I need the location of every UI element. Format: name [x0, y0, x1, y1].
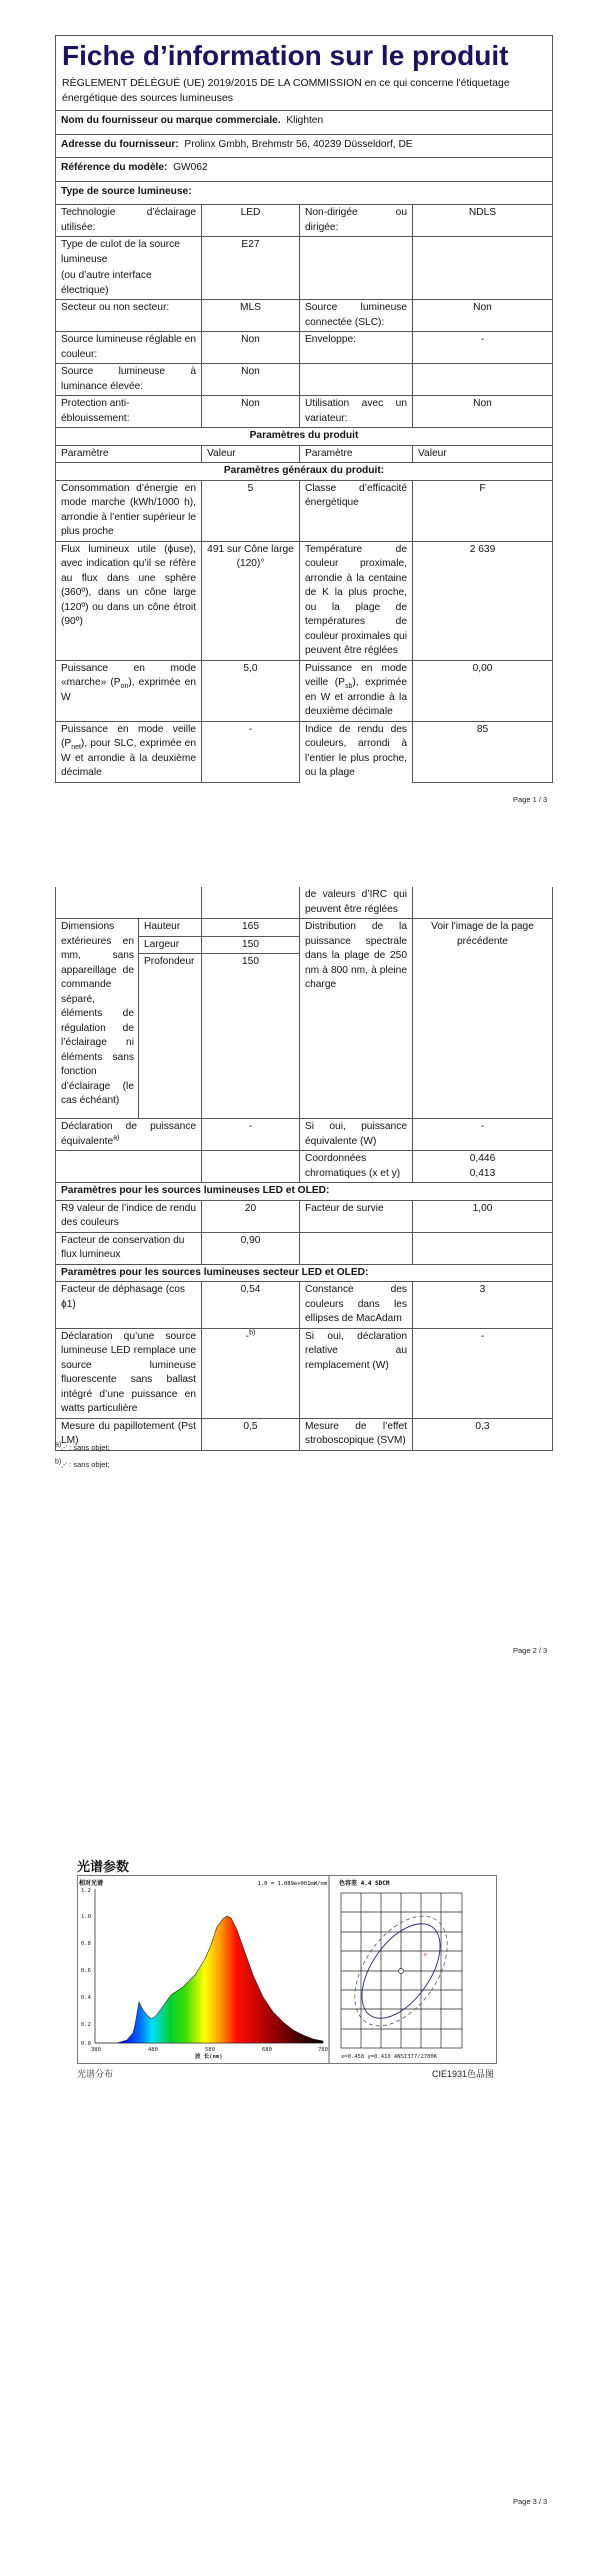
- svg-text:0.8: 0.8: [81, 1941, 91, 1947]
- param-label: Indice de rendu des couleurs, arrondi à l’entier le plus proche, ou la plage: [300, 721, 413, 782]
- svg-text:0.4: 0.4: [81, 1995, 91, 2001]
- param-value: 5,0: [202, 660, 300, 721]
- source-type-header: Type de source lumineuse:: [56, 181, 553, 205]
- param-value: 1,00: [413, 1200, 553, 1232]
- model-label: Référence du modèle:: [61, 162, 168, 173]
- param-value: E27: [202, 237, 300, 300]
- param-value: Non: [202, 332, 300, 364]
- param-label: Coordonnées chromatiques (x et y): [300, 1151, 413, 1183]
- param-label: Mesure du papillotement (Pst LM): [56, 1418, 202, 1450]
- param-value: MLS: [202, 300, 300, 332]
- param-label: Puissance en mode veille $(P_{sb})$, exprimée en W et arrondie à la deuxième décimale: [300, 660, 413, 721]
- svg-text:色容差 4.4 SDCM: 色容差 4.4 SDCM: [339, 1880, 390, 1887]
- param-label: Secteur ou non secteur:: [56, 300, 202, 332]
- svg-text:580: 580: [205, 2047, 215, 2053]
- param-value: -: [202, 721, 300, 782]
- column-header: Paramètre: [56, 445, 202, 463]
- param-label: Source lumineuse réglable en couleur:: [56, 332, 202, 364]
- param-label: Non-dirigée ou dirigée:: [300, 205, 413, 237]
- svg-text:480: 480: [148, 2047, 158, 2053]
- param-value: -: [413, 1328, 553, 1418]
- chroma-y: 0,413: [469, 1167, 496, 1179]
- address-label: Adresse du fournisseur:: [61, 138, 179, 150]
- param-value: -: [413, 1119, 553, 1151]
- param-label: Protection anti-éblouissement:: [56, 396, 202, 428]
- param-label: Classe d’efficacité énergétique: [300, 480, 413, 541]
- param-value: 5: [202, 480, 300, 541]
- param-label: Mesure de l’effet stroboscopique (SVM): [300, 1418, 413, 1450]
- param-label: de valeurs d’IRC qui peuvent être réglées: [300, 887, 413, 919]
- param-label: Déclaration qu’une source lumineuse LED remplace une source lumineuse fluorescente sans ballast intégré d’une puissance en watts particulière: [56, 1328, 202, 1418]
- param-value: NDLS: [413, 205, 553, 237]
- svg-text:0.6: 0.6: [81, 1968, 91, 1974]
- param-value: -: [202, 1119, 300, 1151]
- param-value: 0,54: [202, 1282, 300, 1329]
- dimensions-label: Dimensions extérieures en mm, sans appareillage de commande séparé, éléments de régulation de l’éclairage ni éléments sans fonction d’éclairage (le cas échéant): [56, 919, 139, 1119]
- spectrum-section-title: 光谱参数: [77, 1859, 130, 1874]
- svg-text:波 长(nm): 波 长(nm): [195, 2054, 223, 2060]
- model-value: GW062: [173, 162, 208, 173]
- param-value: 491 sur Cône large (120)°: [202, 541, 300, 660]
- svg-text:780: 780: [318, 2047, 328, 2053]
- param-value: Non: [413, 396, 553, 428]
- param-label: Facteur de survie: [300, 1200, 413, 1232]
- page-title: Fiche d’information sur le produit: [62, 40, 509, 71]
- mains-params-header: Paramètres pour les sources lumineuses secteur LED et OLED:: [56, 1264, 553, 1282]
- footnote-b: $^{b)}$‚-‘ : sans objet;: [55, 1458, 110, 1469]
- param-label: Flux lumineux utile (ϕuse), avec indication qu’il se réfère au flux dans une sphère (360º), dans un cône large (120º) ou dans un cône étroit (90º): [56, 541, 202, 660]
- param-label: R9 valeur de l’indice de rendu des couleurs: [56, 1200, 202, 1232]
- param-label: Utilisation avec un variateur:: [300, 396, 413, 428]
- product-params-header: Paramètres du produit: [56, 428, 553, 446]
- regulation-subtitle: RÈGLEMENT DÉLÉGUÉ (UE) 2019/2015 DE LA COMMISSION en ce qui concerne l'étiquetage énergétique des sources lumineuses: [62, 77, 510, 104]
- svg-text:380: 380: [91, 2047, 101, 2053]
- param-label: Puissance en mode veille $(P_{net})$, pour SLC, exprimée en W et arrondie à la deuxième décimale: [56, 721, 202, 782]
- param-value: 0,90: [202, 1232, 300, 1264]
- column-header: Valeur: [202, 445, 300, 463]
- dimension-value: 165: [202, 919, 300, 937]
- page-number: Page 3 / 3: [513, 2497, 548, 2506]
- param-value: 0,00: [413, 660, 553, 721]
- svg-text:0.0: 0.0: [81, 2041, 91, 2047]
- param-label: Puissance en mode «marche» $(P_{on})$, exprimée en W: [56, 660, 202, 721]
- dimension-name: Hauteur: [139, 919, 202, 937]
- param-label: Si oui, déclaration relative au remplacement (W): [300, 1328, 413, 1418]
- column-header: Paramètre: [300, 445, 413, 463]
- param-label: Source lumineuse à luminance élevée:: [56, 364, 202, 396]
- param-value: F: [413, 480, 553, 541]
- general-params-header: Paramètres généraux du produit:: [56, 463, 553, 481]
- spectrum-caption: 光谱分布: [77, 2069, 114, 2079]
- svg-text:1.0: 1.0: [81, 1914, 91, 1920]
- spectrum-chart: [77, 1875, 497, 2065]
- svg-text:680: 680: [262, 2047, 272, 2053]
- svg-text:相对光谱: 相对光谱: [79, 1880, 104, 1887]
- address-value: Prolinx Gmbh, Brehmstr 56, 40239 Düsseldorf, DE: [184, 138, 413, 150]
- param-value: -: [413, 332, 553, 364]
- param-label: Source lumineuse connectée (SLC):: [300, 300, 413, 332]
- param-label: Si oui, puissance équivalente (W): [300, 1119, 413, 1151]
- dimension-name: Profondeur: [139, 954, 202, 1119]
- dimension-value: 150: [202, 954, 300, 1119]
- param-value: -$^{b)}$: [202, 1328, 300, 1418]
- dimension-name: Largeur: [139, 936, 202, 954]
- chroma-x: 0,446: [469, 1153, 496, 1164]
- dimension-value: 150: [202, 936, 300, 954]
- param-label: Facteur de déphasage (cos ϕ1): [56, 1282, 202, 1329]
- footnote-a: $^{a)}$‚-‘ : sans objet;: [55, 1441, 110, 1452]
- param-value: 3: [413, 1282, 553, 1329]
- param-label: Température de couleur proximale, arrondie à la centaine de K la plus proche, ou la plage de températures de couleur proximales qui peuvent être réglées: [300, 541, 413, 660]
- led-params-header: Paramètres pour les sources lumineuses LED et OLED:: [56, 1183, 553, 1201]
- param-label: Technologie d’éclairage utilisée:: [56, 205, 202, 237]
- param-value: Voir l'image de la page précédente: [413, 919, 553, 1119]
- svg-text:+: +: [422, 1952, 428, 1959]
- param-label: Déclaration de puissance équivalente$^{a)}$: [56, 1119, 202, 1151]
- supplier-value: Klighten: [286, 115, 324, 126]
- svg-text:1.0 = 1.089e+001mW/nm: 1.0 = 1.089e+001mW/nm: [257, 1881, 327, 1887]
- param-value: 0,3: [413, 1418, 553, 1450]
- page-number: Page 2 / 3: [513, 1646, 548, 1655]
- param-value: Non: [413, 300, 553, 332]
- param-label: Enveloppe:: [300, 332, 413, 364]
- param-value: 2 639: [413, 541, 553, 660]
- param-label: Distribution de la puissance spectrale dans la plage de 250 nm à 800 nm, à pleine charge: [300, 919, 413, 1119]
- cie-caption: CIE1931色品图: [432, 2069, 495, 2079]
- param-value: Non: [202, 364, 300, 396]
- svg-text:0.2: 0.2: [81, 2022, 91, 2028]
- svg-text:x=0.458 y=0.410 ANSI377/2700K: x=0.458 y=0.410 ANSI377/2700K: [341, 2054, 438, 2060]
- param-label-line: (ou d’autre interface électrique): [61, 270, 152, 296]
- param-label: Constance des couleurs dans les ellipses de MacAdam: [300, 1282, 413, 1329]
- param-value: 20: [202, 1200, 300, 1232]
- page-number: Page 1 / 3: [513, 795, 548, 804]
- svg-text:1.2: 1.2: [81, 1888, 91, 1894]
- param-value: Non: [202, 396, 300, 428]
- param-label: Consommation d’énergie en mode marche (kWh/1000 h), arrondie à l’entier supérieur le plus proche: [56, 480, 202, 541]
- column-header: Valeur: [413, 445, 553, 463]
- param-value: 0,5: [202, 1418, 300, 1450]
- supplier-label: Nom du fournisseur ou marque commerciale.: [61, 115, 281, 126]
- param-label: Facteur de conservation du flux lumineux: [56, 1232, 202, 1264]
- param-value: LED: [202, 205, 300, 237]
- param-value: 85: [413, 721, 553, 782]
- param-label-line: Type de culot de la source lumineuse: [61, 239, 180, 265]
